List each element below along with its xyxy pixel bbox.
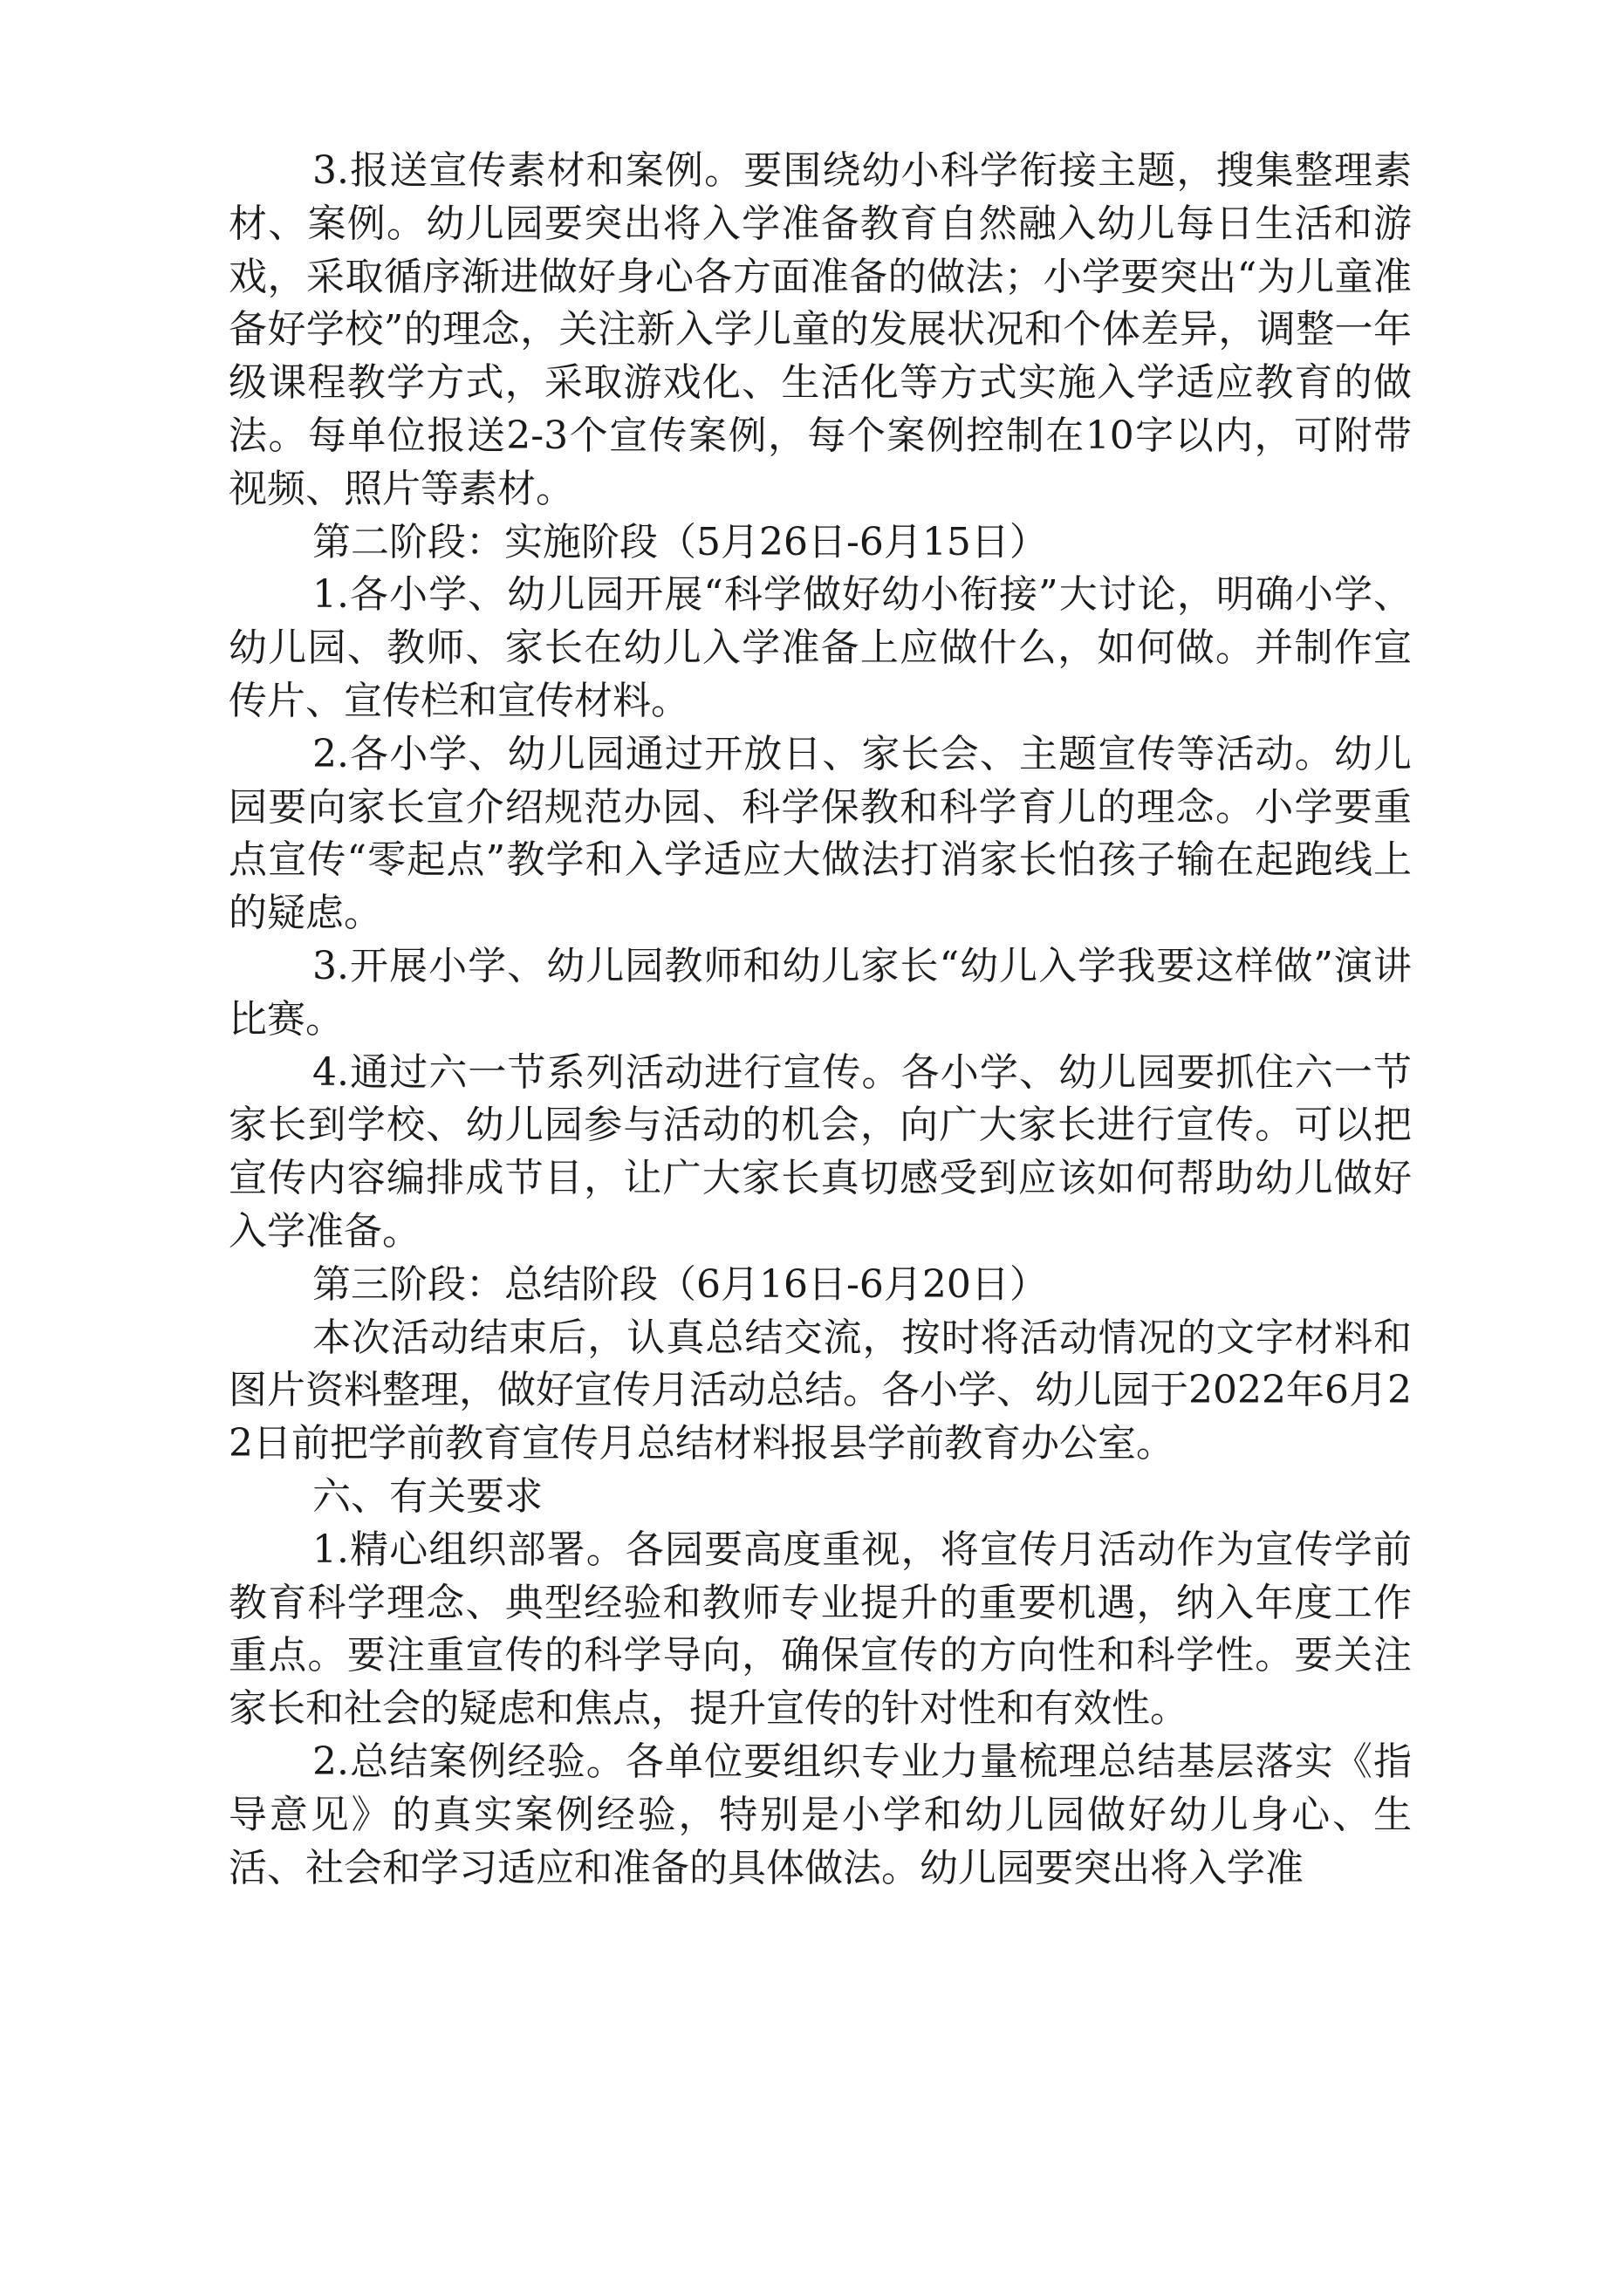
- paragraph-organize: 1.精心组织部署。各园要高度重视，将宣传月活动作为宣传学前教育科学理念、典型经验和教师专业提升的重要机遇，纳入年度工作重点。要注重宣传的科学导向，确保宣传的方向性和科学性。要关注家长和社会的疑虑和焦点，提升宣传的针对性和有效性。: [229, 1527, 1412, 1732]
- paragraph-case-experience: 2.总结案例经验。各单位要组织专业力量梳理总结基层落实《指导意见》的真实案例经验，特别是小学和幼儿园做好幼儿身心、生活、社会和学习适应和准备的具体做法。幼儿园要突出将入学准: [229, 1739, 1412, 1890]
- heading-stage-three: 第三阶段：总结阶段（6月16日-6月20日）: [312, 1261, 1048, 1307]
- paragraph-discussion: 1.各小学、幼儿园开展“科学做好幼小衔接”大讨论，明确小学、幼儿园、教师、家长在幼儿入学准备上应做什么，如何做。并制作宣传片、宣传栏和宣传材料。: [229, 572, 1412, 723]
- document-body: [229, 145, 1412, 1895]
- paragraph-report-materials: 3.报送宣传素材和案例。要围绕幼小科学衔接主题，搜集整理素材、案例。幼儿园要突出将入学准备教育自然融入幼儿每日生活和游戏，采取循序渐进做好身心各方面准备的做法；小学要突出“为儿童准备好学校”的理念，关注新入学儿童的发展状况和个体差异，调整一年级课程教学方式，采取游戏化、生活化等方式实施入学适应教育的做法。每单位报送2-3个宣传案例，每个案例控制在10字以内，可附带视频、照片等素材。: [229, 148, 1412, 511]
- paragraph-summary: 本次活动结束后，认真总结交流，按时将活动情况的文字材料和图片资料整理，做好宣传月活动总结。各小学、幼儿园于2022年6月22日前把学前教育宣传月总结材料报县学前教育办公室。: [229, 1315, 1412, 1466]
- paragraph-speech-contest: 3.开展小学、幼儿园教师和幼儿家长“幼儿入学我要这样做”演讲比赛。: [229, 943, 1412, 1042]
- paragraph-open-day: 2.各小学、幼儿园通过开放日、家长会、主题宣传等活动。幼儿园要向家长宣介绍规范办园、科学保教和科学育儿的理念。小学要重点宣传“零起点”教学和入学适应大做法打消家长怕孩子输在起跑线上的疑虑。: [229, 731, 1412, 936]
- heading-stage-two: 第二阶段：实施阶段（5月26日-6月15日）: [312, 519, 1048, 564]
- paragraph-childrens-day: 4.通过六一节系列活动进行宣传。各小学、幼儿园要抓住六一节家长到学校、幼儿园参与活动的机会，向广大家长进行宣传。可以把宣传内容编排成节目，让广大家长真切感受到应该如何帮助幼儿做好入学准备。: [229, 1049, 1412, 1254]
- heading-requirements: 六、有关要求: [312, 1473, 543, 1519]
